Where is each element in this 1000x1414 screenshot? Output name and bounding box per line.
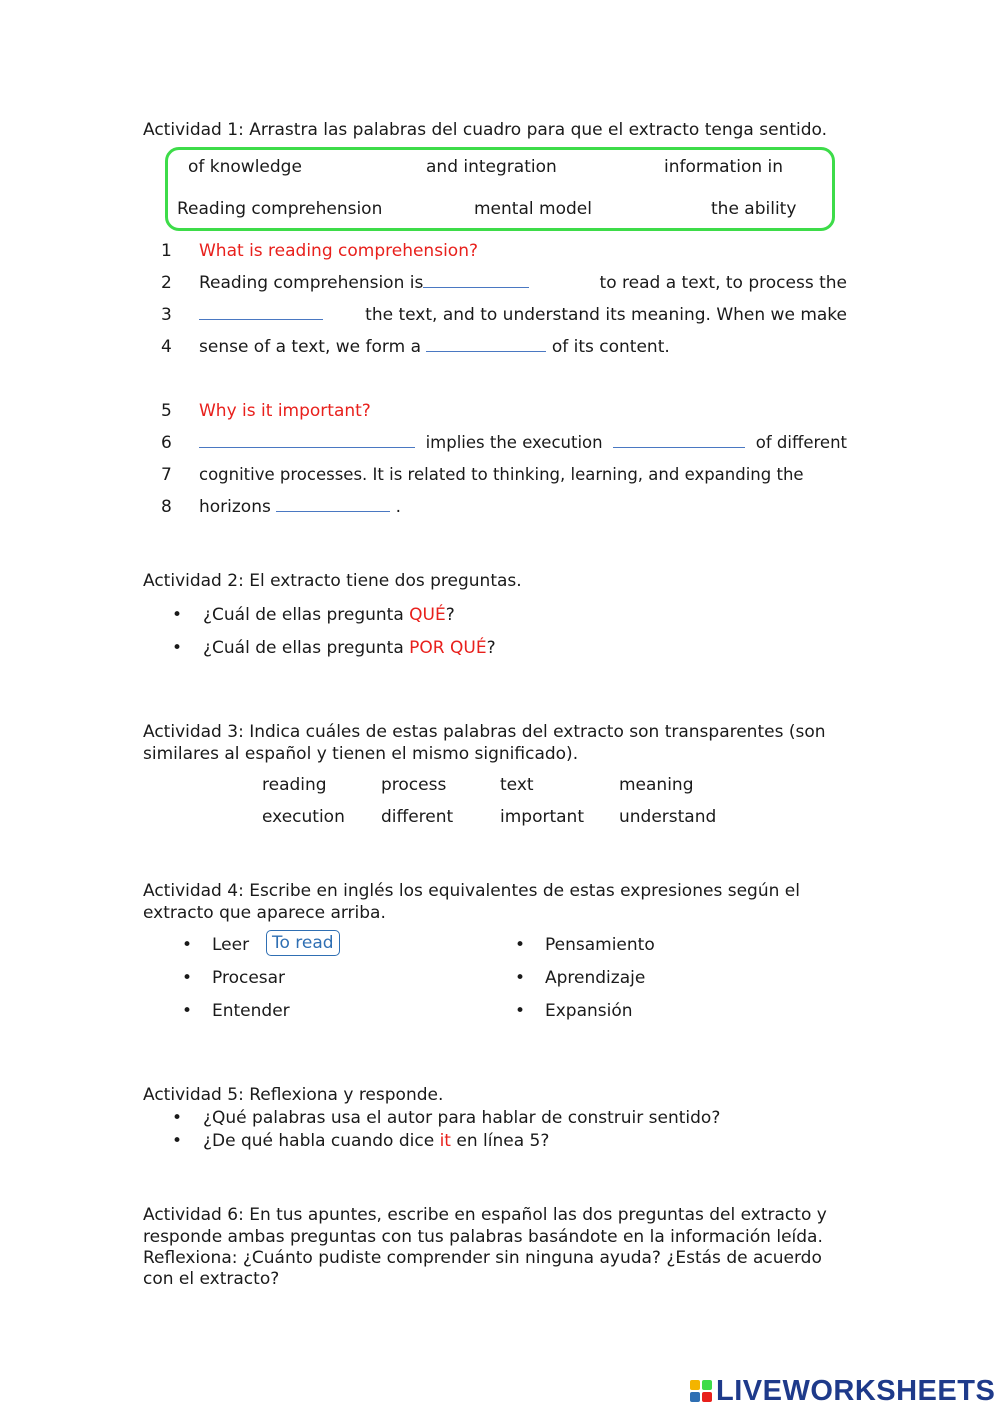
passage-text: of its content. — [551, 337, 670, 357]
activity3-instruction-cont: similares al español y tienen el mismo significado). — [143, 744, 579, 764]
bullet-icon: • — [182, 1001, 193, 1021]
bullet-text: ? — [486, 638, 496, 658]
bullet-text: ¿Cuál de ellas pregunta — [203, 638, 410, 658]
word-tile[interactable]: of knowledge — [188, 157, 302, 177]
drop-blank-3[interactable] — [426, 337, 546, 352]
bullet-icon: • — [515, 968, 526, 988]
passage-line-6 — [199, 433, 847, 452]
line-number: 1 — [161, 241, 172, 261]
line-number: 6 — [161, 433, 172, 453]
activity6-text-line: responde ambas preguntas con tus palabras basándote en la información leída. — [143, 1227, 823, 1247]
drop-blank-2[interactable] — [199, 305, 323, 320]
passage-text: implies the execution — [425, 433, 603, 452]
word-option[interactable]: execution — [262, 807, 345, 827]
question-what: What is reading comprehension? — [199, 241, 478, 261]
activity4-instruction: Actividad 4: Escribe en inglés los equivalentes de estas expresiones según el — [143, 881, 800, 901]
line-number: 4 — [161, 337, 172, 357]
drop-blank-1[interactable] — [423, 273, 529, 288]
line-number: 3 — [161, 305, 172, 325]
question-why: Why is it important? — [199, 401, 371, 421]
term-aprendizaje: Aprendizaje — [545, 968, 646, 988]
emphasis-text: QUÉ — [409, 605, 446, 625]
passage-text: sense of a text, we form a — [199, 337, 422, 357]
drop-blank-5[interactable] — [613, 433, 745, 448]
bullet-text: en línea 5? — [450, 1131, 550, 1151]
bullet-icon: • — [172, 638, 183, 658]
bullet-icon: • — [515, 935, 526, 955]
word-option[interactable]: process — [381, 775, 447, 795]
passage-text: to read a text, to process the — [599, 273, 847, 293]
activity6-text-line: con el extracto? — [143, 1269, 280, 1289]
word-option[interactable]: reading — [262, 775, 327, 795]
activity2-question-1 — [203, 605, 455, 625]
bullet-icon: • — [182, 935, 193, 955]
word-tile[interactable]: information in — [664, 157, 784, 177]
emphasis-text: POR QUÉ — [409, 638, 487, 658]
activity5-question-1: ¿Qué palabras usa el autor para hablar de construir sentido? — [203, 1108, 721, 1128]
logo-blocks-icon — [690, 1380, 712, 1402]
passage-line-4 — [199, 337, 847, 357]
term-pensamiento: Pensamiento — [545, 935, 655, 955]
word-tile[interactable]: the ability — [711, 199, 797, 219]
activity2-instruction: Actividad 2: El extracto tiene dos preguntas. — [143, 571, 522, 591]
passage-text: horizons — [199, 497, 271, 517]
passage-line-8 — [199, 497, 847, 517]
term-entender: Entender — [212, 1001, 290, 1021]
word-option[interactable]: important — [500, 807, 584, 827]
brand-name: LIVEWORKSHEETS — [716, 1374, 996, 1407]
activity1-instruction: Actividad 1: Arrastra las palabras del cuadro para que el extracto tenga sentido. — [143, 120, 828, 140]
drop-blank-6[interactable] — [276, 497, 390, 512]
passage-text: the text, and to understand its meaning. When we make — [365, 305, 847, 325]
term-procesar: Procesar — [212, 968, 286, 988]
bullet-text: ¿De qué habla cuando dice — [203, 1131, 440, 1151]
word-option[interactable]: different — [381, 807, 454, 827]
line-number: 8 — [161, 497, 172, 517]
passage-text: Reading comprehension is — [199, 273, 424, 293]
bullet-text: ? — [445, 605, 455, 625]
activity6-text-line: Reflexiona: ¿Cuánto pudiste comprender sin ninguna ayuda? ¿Estás de acuerdo — [143, 1248, 822, 1268]
activity5-question-2 — [203, 1131, 549, 1151]
activity2-question-2 — [203, 638, 496, 658]
liveworksheets-logo — [690, 1374, 995, 1408]
term-leer: Leer — [212, 935, 250, 955]
passage-line-2 — [199, 273, 847, 293]
word-tile[interactable]: Reading comprehension — [177, 199, 383, 219]
bullet-text: ¿Cuál de ellas pregunta — [203, 605, 410, 625]
word-tile[interactable]: and integration — [426, 157, 557, 177]
bullet-icon: • — [515, 1001, 526, 1021]
answer-text: To read — [266, 930, 340, 956]
word-option[interactable]: text — [500, 775, 534, 795]
line-number: 7 — [161, 465, 172, 485]
passage-text: . — [395, 497, 402, 517]
bullet-icon: • — [172, 605, 183, 625]
bullet-icon: • — [182, 968, 193, 988]
term-expansion: Expansión — [545, 1001, 633, 1021]
activity6-text-line: Actividad 6: En tus apuntes, escribe en español las dos preguntas del extracto y — [143, 1205, 827, 1225]
line-number: 5 — [161, 401, 172, 421]
line-number: 2 — [161, 273, 172, 293]
word-option[interactable]: meaning — [619, 775, 694, 795]
activity3-instruction: Actividad 3: Indica cuáles de estas palabras del extracto son transparentes (son — [143, 722, 826, 742]
word-option[interactable]: understand — [619, 807, 717, 827]
bullet-icon: • — [172, 1131, 183, 1151]
passage-line-3 — [199, 305, 847, 325]
bullet-icon: • — [172, 1108, 183, 1128]
passage-text: of different — [755, 433, 847, 452]
word-tile[interactable]: mental model — [474, 199, 592, 219]
activity5-instruction: Actividad 5: Reflexiona y responde. — [143, 1085, 444, 1105]
passage-line-7: cognitive processes. It is related to thinking, learning, and expanding the — [199, 465, 804, 484]
drop-blank-4[interactable] — [199, 433, 415, 448]
activity4-instruction-cont: extracto que aparece arriba. — [143, 903, 386, 923]
answer-input-leer[interactable] — [266, 930, 340, 956]
emphasis-text: it — [439, 1131, 451, 1151]
